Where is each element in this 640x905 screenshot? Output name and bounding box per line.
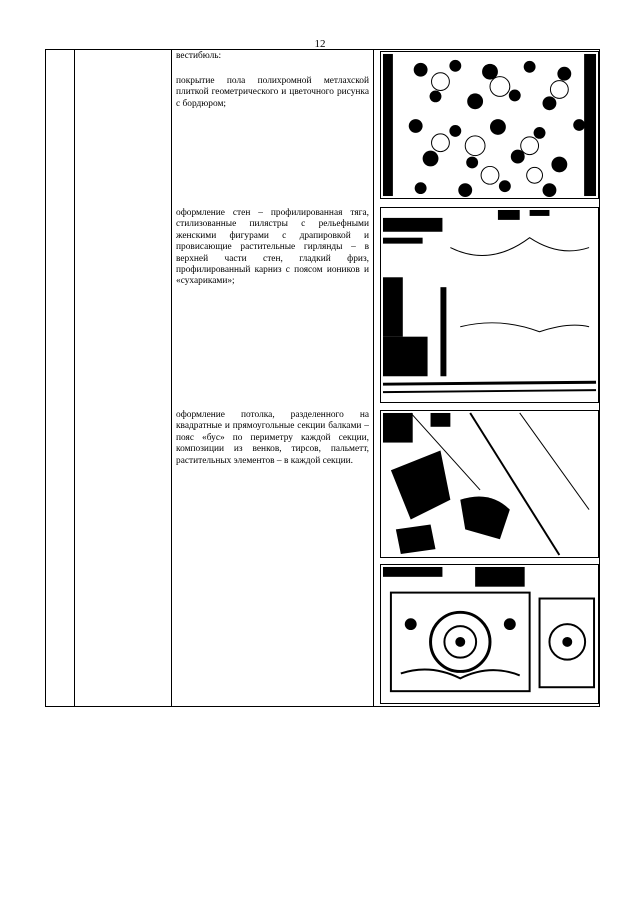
- floor-tile-photo: [380, 51, 599, 199]
- wall-photo: [380, 207, 599, 403]
- page-number: 12: [314, 38, 326, 50]
- room-title: вестибюль:: [176, 51, 222, 61]
- ceiling-photo: [380, 410, 599, 558]
- column-divider: [171, 50, 172, 706]
- ceiling-ornament-photo: [380, 564, 599, 704]
- wall-description: оформление стен – профилированная тяга, стилизованные пилястры с рельефными женскими фигурами с драпировкой и провисающие растительные гирлянды – в верхней части стен, гладкий фриз, профилированный карниз с поясом иоников и «сухариками»;: [176, 208, 369, 287]
- floor-description: покрытие пола полихромной метлахской плиткой геометрического и цветочного рисунка с бордюром;: [176, 76, 369, 109]
- column-divider: [373, 50, 374, 706]
- ceiling-description: оформление потолка, разделенного на квадратные и прямоугольные секции балками – пояс «бус» по периметру каждой секции, композиции из венков, тирсов, пальметт, растительных элементов – в каждой секции.: [176, 410, 369, 466]
- column-divider: [74, 50, 75, 706]
- monument-table: [45, 49, 600, 707]
